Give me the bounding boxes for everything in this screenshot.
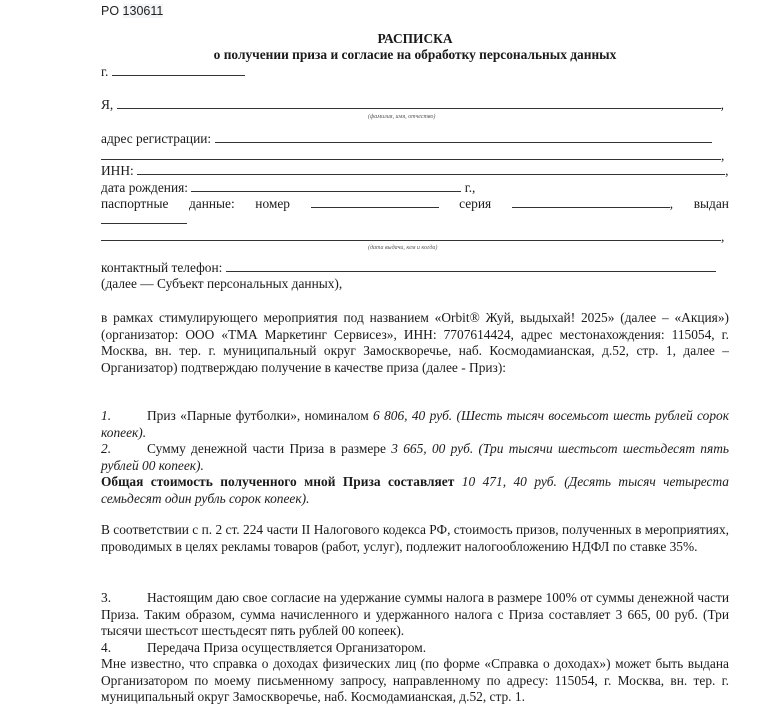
passport-series-label: серия: [459, 196, 492, 211]
address-field-line2[interactable]: [101, 148, 721, 160]
comma: ,: [669, 196, 674, 211]
clause-text: Настоящим даю свое согласие на удержание суммы налога в размере 100% от суммы денежной части Приза. Таким образом, сумма начисленного и удержанного налога с Приза составляет 3 665, 00 руб. (Три тысячи шестьсот шестьдесят пять рублей 00 копеек).: [101, 590, 729, 639]
document-subtitle: о получении приза и согласие на обработку персональных данных: [213, 47, 617, 62]
passport-label-2: данные:: [188, 196, 235, 211]
phone-row: [101, 260, 729, 276]
total-amount: 10 471, 40 руб. (Десять тысяч четыреста семьдесят один рубль сорок копеек).: [101, 474, 729, 506]
tax-paragraph: В соответствии с п. 2 ст. 224 части II Налогового кодекса РФ, стоимость призов, полученных в мероприятиях, проводимых в целях рекламы товаров (работ, услуг), подлежит налогообложению НДФЛ по ставке 35%.: [101, 522, 729, 554]
birth-date-suffix: г.,: [464, 180, 476, 195]
address-row-2: [101, 148, 729, 164]
comma: ,: [725, 163, 729, 178]
comma: ,: [721, 229, 725, 244]
passport-row: [101, 196, 729, 212]
passport-issued-field-line[interactable]: [101, 229, 721, 241]
phone-field[interactable]: [226, 260, 716, 272]
clause-text: Передача Приза осуществляется Организатором.: [147, 640, 427, 655]
address-field-line1[interactable]: [215, 131, 712, 143]
item-text: Сумму денежной части Приза в размере: [147, 441, 392, 456]
prize-item-2: [101, 441, 729, 474]
subject-note: (далее — Субъект персональных данных),: [101, 276, 343, 291]
address-label: адрес регистрации:: [101, 131, 212, 146]
item-number: 2.: [101, 441, 112, 456]
clause-number: 4.: [101, 640, 112, 655]
full-name-caption: (фамилия, имя, отчество): [368, 114, 436, 120]
city-label: г.: [101, 64, 109, 79]
item-number: 1.: [101, 408, 112, 423]
full-name-field[interactable]: [117, 97, 721, 109]
passport-series-field[interactable]: [512, 196, 670, 208]
phone-label: контактный телефон:: [101, 260, 223, 275]
comma: ,: [721, 148, 725, 163]
income-certificate-paragraph: Мне известно, что справка о доходах физических лиц (по форме «Справка о доходах») может быть выдана Организатором по моему письменному запросу, направленному по адресу: 115054, г. Москва, вн. тер. г. муниципальный округ Замоскворечье, наб. Космодамианская, д.52, стр. 1.: [101, 656, 729, 705]
inn-field[interactable]: [137, 163, 725, 175]
intro-paragraph: в рамках стимулирующего мероприятия под названием «Orbit® Жуй, выдыхай! 2025» (далее – «Акция») (организатор: ООО «ТМА Маркетинг Сервисез», ИНН: 7707614424, адрес местонахождения: 115054, г. Москва, вн. тер. г. муниципальный округ Замоскворечье, наб. Космодамианская, д.52, стр. 1, далее – Организатор) подтверждаю получение в качестве приза (далее - Приз):: [101, 310, 729, 375]
name-label: Я,: [101, 97, 114, 112]
birth-date-label: дата рождения:: [101, 180, 188, 195]
item-amount: 3 665, 00 руб. (Три тысячи шестьсот шестьдесят пять рублей 00 копеек).: [101, 441, 729, 473]
city-field[interactable]: [112, 64, 245, 76]
passport-issued-row-2: [101, 229, 729, 245]
clause-number: 3.: [101, 590, 112, 605]
birth-date-field[interactable]: [191, 180, 461, 192]
issued-caption: (дата выдачи, кем и когда): [368, 245, 438, 251]
prize-total: [101, 474, 729, 507]
document-code-prefix: PO: [101, 4, 120, 18]
passport-issued-row: [101, 212, 729, 228]
subject-note-row: [101, 276, 729, 292]
address-row: [101, 131, 729, 147]
item-amount: 6 806, 40 руб. (Шесть тысяч восемьсот шесть рублей сорок копеек).: [101, 408, 729, 440]
comma: ,: [720, 97, 724, 112]
passport-issued-field-short[interactable]: [101, 212, 187, 224]
document-code: [101, 4, 163, 18]
clause-4: [101, 640, 729, 657]
passport-issued-label: выдан: [693, 196, 729, 211]
clause-3: [101, 590, 729, 640]
inn-row: [101, 163, 729, 179]
inn-label: ИНН:: [101, 163, 134, 178]
passport-number-label: номер: [255, 196, 290, 211]
total-label: Общая стоимость полученного мной Приза составляет: [101, 474, 462, 489]
passport-number-field[interactable]: [311, 196, 439, 208]
prize-item-1: [101, 408, 729, 441]
birth-date-row: [101, 180, 729, 196]
city-row: [101, 64, 729, 80]
passport-label: паспортные: [101, 196, 169, 211]
name-row: [101, 97, 729, 113]
document-code-number: 130611: [122, 4, 164, 18]
item-text: Приз «Парные футболки», номиналом: [147, 408, 374, 423]
document-title: РАСПИСКА: [377, 31, 453, 46]
